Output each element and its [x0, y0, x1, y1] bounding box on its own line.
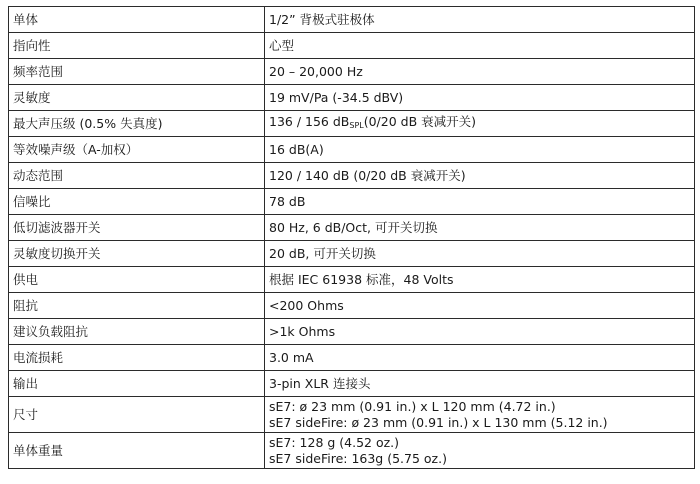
table-row — [9, 397, 695, 433]
spec-label: 电流损耗 — [9, 345, 265, 371]
spec-value: 20 – 20,000 Hz — [265, 59, 695, 85]
spec-value: 80 Hz, 6 dB/Oct, 可开关切换 — [265, 215, 695, 241]
spec-label: 动态范围 — [9, 163, 265, 189]
spec-value: 3.0 mA — [265, 345, 695, 371]
spec-table — [8, 6, 695, 469]
table-row — [9, 267, 695, 293]
table-row — [9, 241, 695, 267]
spec-value: 20 dB, 可开关切换 — [265, 241, 695, 267]
spec-value: 19 mV/Pa (-34.5 dBV) — [265, 85, 695, 111]
table-row — [9, 319, 695, 345]
table-row — [9, 33, 695, 59]
spec-label: 信噪比 — [9, 189, 265, 215]
table-row — [9, 189, 695, 215]
table-row — [9, 59, 695, 85]
spec-label: 低切滤波器开关 — [9, 215, 265, 241]
spec-value: 16 dB(A) — [265, 137, 695, 163]
spec-value: 心型 — [265, 33, 695, 59]
spec-value: 1/2” 背极式驻极体 — [265, 7, 695, 33]
table-row — [9, 137, 695, 163]
spec-label: 建议负载阻抗 — [9, 319, 265, 345]
table-row — [9, 345, 695, 371]
spec-value-line: sE7 sideFire: 163g (5.75 oz.) — [269, 450, 447, 466]
table-row — [9, 293, 695, 319]
spec-label: 尺寸 — [9, 397, 265, 433]
spec-label: 单体重量 — [9, 433, 265, 469]
spec-label: 输出 — [9, 371, 265, 397]
table-row — [9, 215, 695, 241]
spec-value: 78 dB — [265, 189, 695, 215]
spec-value-note: (0/20 dB 衰减开关) — [363, 113, 476, 129]
spec-value: <200 Ohms — [265, 293, 695, 319]
spec-label: 供电 — [9, 267, 265, 293]
spec-label: 灵敏度 — [9, 85, 265, 111]
spec-value: 120 / 140 dB (0/20 dB 衰减开关) — [265, 163, 695, 189]
table-row — [9, 433, 695, 469]
spec-value — [265, 433, 695, 469]
spec-value — [265, 397, 695, 433]
table-row — [9, 85, 695, 111]
spec-label: 等效噪声级（A-加权） — [9, 137, 265, 163]
spec-value-line: sE7 sideFire: ø 23 mm (0.91 in.) x L 130 mm (5.12 in.) — [269, 414, 608, 430]
table-row — [9, 371, 695, 397]
spl-subscript: SPL — [349, 120, 364, 130]
spec-value: 根据 IEC 61938 标准，48 Volts — [265, 267, 695, 293]
spec-value-line: sE7: ø 23 mm (0.91 in.) x L 120 mm (4.72 in.) — [269, 398, 556, 414]
table-row — [9, 7, 695, 33]
spec-label: 最大声压级 (0.5% 失真度) — [9, 111, 265, 137]
spec-label: 阻抗 — [9, 293, 265, 319]
table-row — [9, 163, 695, 189]
spec-value-main: 136 / 156 dB — [269, 113, 350, 129]
spec-label: 单体 — [9, 7, 265, 33]
spec-label: 指向性 — [9, 33, 265, 59]
spec-value — [265, 111, 695, 137]
spec-value-line: sE7: 128 g (4.52 oz.) — [269, 434, 400, 450]
spec-value: >1k Ohms — [265, 319, 695, 345]
spec-value: 3-pin XLR 连接头 — [265, 371, 695, 397]
spec-label: 频率范围 — [9, 59, 265, 85]
table-row — [9, 111, 695, 137]
spec-label: 灵敏度切换开关 — [9, 241, 265, 267]
